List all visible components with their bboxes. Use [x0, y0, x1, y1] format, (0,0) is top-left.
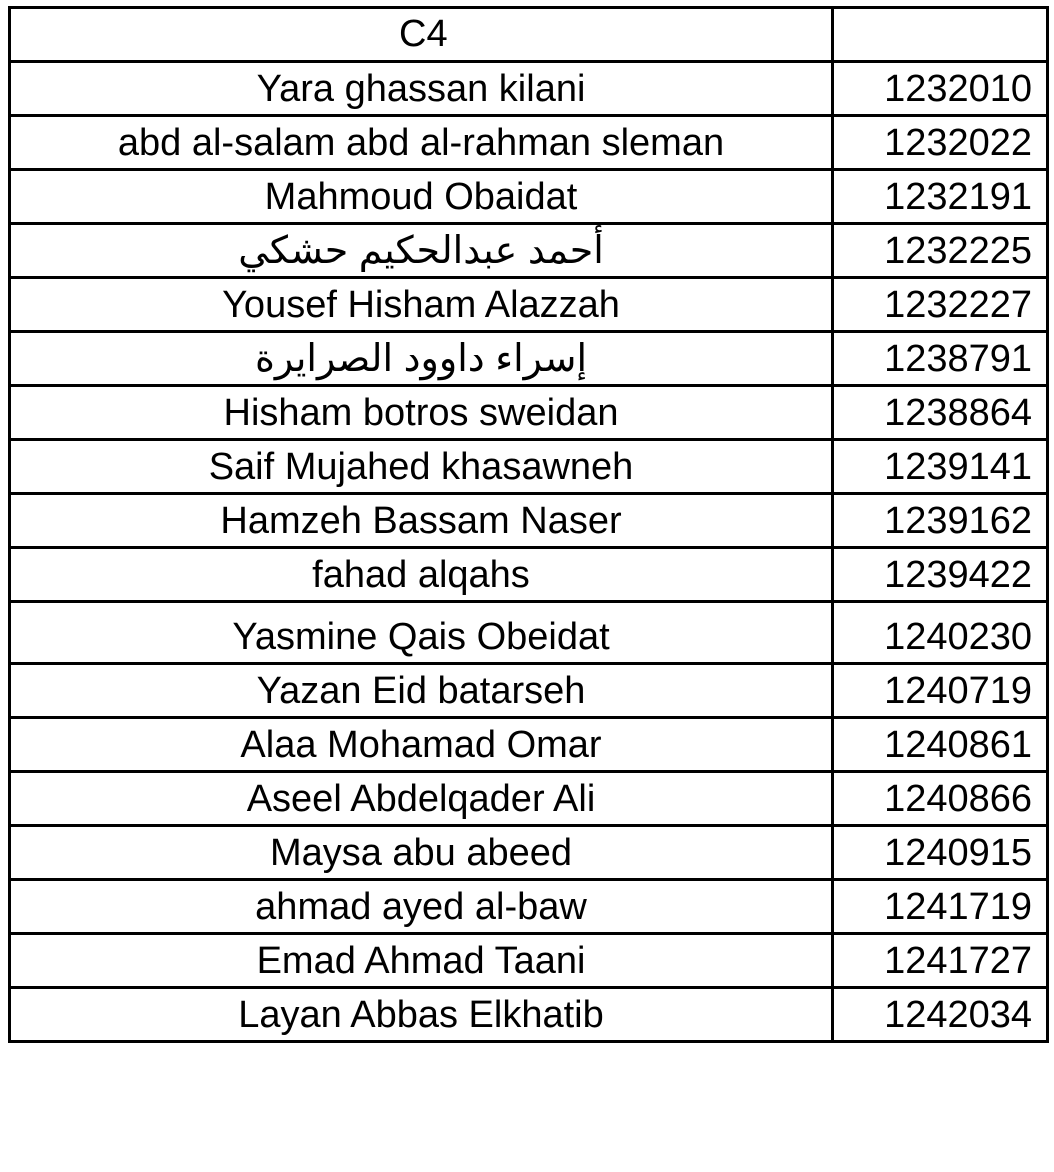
table-row — [10, 772, 1048, 826]
student-id: 1242034 — [833, 988, 1048, 1042]
table-row — [10, 548, 1048, 602]
student-id: 1239422 — [833, 548, 1048, 602]
student-id: 1232227 — [833, 278, 1048, 332]
table-row — [10, 880, 1048, 934]
student-name: fahad alqahs — [10, 548, 833, 602]
student-id: 1238864 — [833, 386, 1048, 440]
student-id: 1240719 — [833, 664, 1048, 718]
student-name: إسراء داوود الصرايرة — [10, 332, 833, 386]
student-name: Layan Abbas Elkhatib — [10, 988, 833, 1042]
student-id: 1241727 — [833, 934, 1048, 988]
table-row — [10, 494, 1048, 548]
student-id: 1232191 — [833, 170, 1048, 224]
table-row — [10, 332, 1048, 386]
student-id: 1232225 — [833, 224, 1048, 278]
student-id: 1232010 — [833, 62, 1048, 116]
student-name: Hamzeh Bassam Naser — [10, 494, 833, 548]
table-row — [10, 386, 1048, 440]
student-id: 1239141 — [833, 440, 1048, 494]
table-row — [10, 934, 1048, 988]
student-name: Maysa abu abeed — [10, 826, 833, 880]
student-name: ahmad ayed al-baw — [10, 880, 833, 934]
table-row — [10, 116, 1048, 170]
header-row — [10, 8, 1048, 62]
student-name: Yazan Eid batarseh — [10, 664, 833, 718]
student-name: Alaa Mohamad Omar — [10, 718, 833, 772]
student-id: 1240861 — [833, 718, 1048, 772]
table-row — [10, 62, 1048, 116]
table-row — [10, 718, 1048, 772]
student-name: Mahmoud Obaidat — [10, 170, 833, 224]
student-id: 1240230 — [833, 602, 1048, 664]
student-id: 1239162 — [833, 494, 1048, 548]
student-name: abd al-salam abd al-rahman sleman — [10, 116, 833, 170]
table-row — [10, 602, 1048, 664]
student-id: 1240866 — [833, 772, 1048, 826]
student-name: Hisham botros sweidan — [10, 386, 833, 440]
student-name: Yousef Hisham Alazzah — [10, 278, 833, 332]
student-name: أحمد عبدالحكيم حشكي — [10, 224, 833, 278]
table-row — [10, 988, 1048, 1042]
table-row — [10, 224, 1048, 278]
student-name: Aseel Abdelqader Ali — [10, 772, 833, 826]
section-label: C4 — [10, 8, 833, 62]
student-id: 1240915 — [833, 826, 1048, 880]
student-name: Yara ghassan kilani — [10, 62, 833, 116]
student-id: 1238791 — [833, 332, 1048, 386]
student-roster-table — [8, 6, 1049, 1043]
table-row — [10, 440, 1048, 494]
student-id: 1232022 — [833, 116, 1048, 170]
student-id: 1241719 — [833, 880, 1048, 934]
student-name: Emad Ahmad Taani — [10, 934, 833, 988]
table-row — [10, 278, 1048, 332]
table-row — [10, 170, 1048, 224]
student-name: Saif Mujahed khasawneh — [10, 440, 833, 494]
header-id-cell — [833, 8, 1048, 62]
student-name: Yasmine Qais Obeidat — [10, 602, 833, 664]
table-row — [10, 826, 1048, 880]
table-row — [10, 664, 1048, 718]
